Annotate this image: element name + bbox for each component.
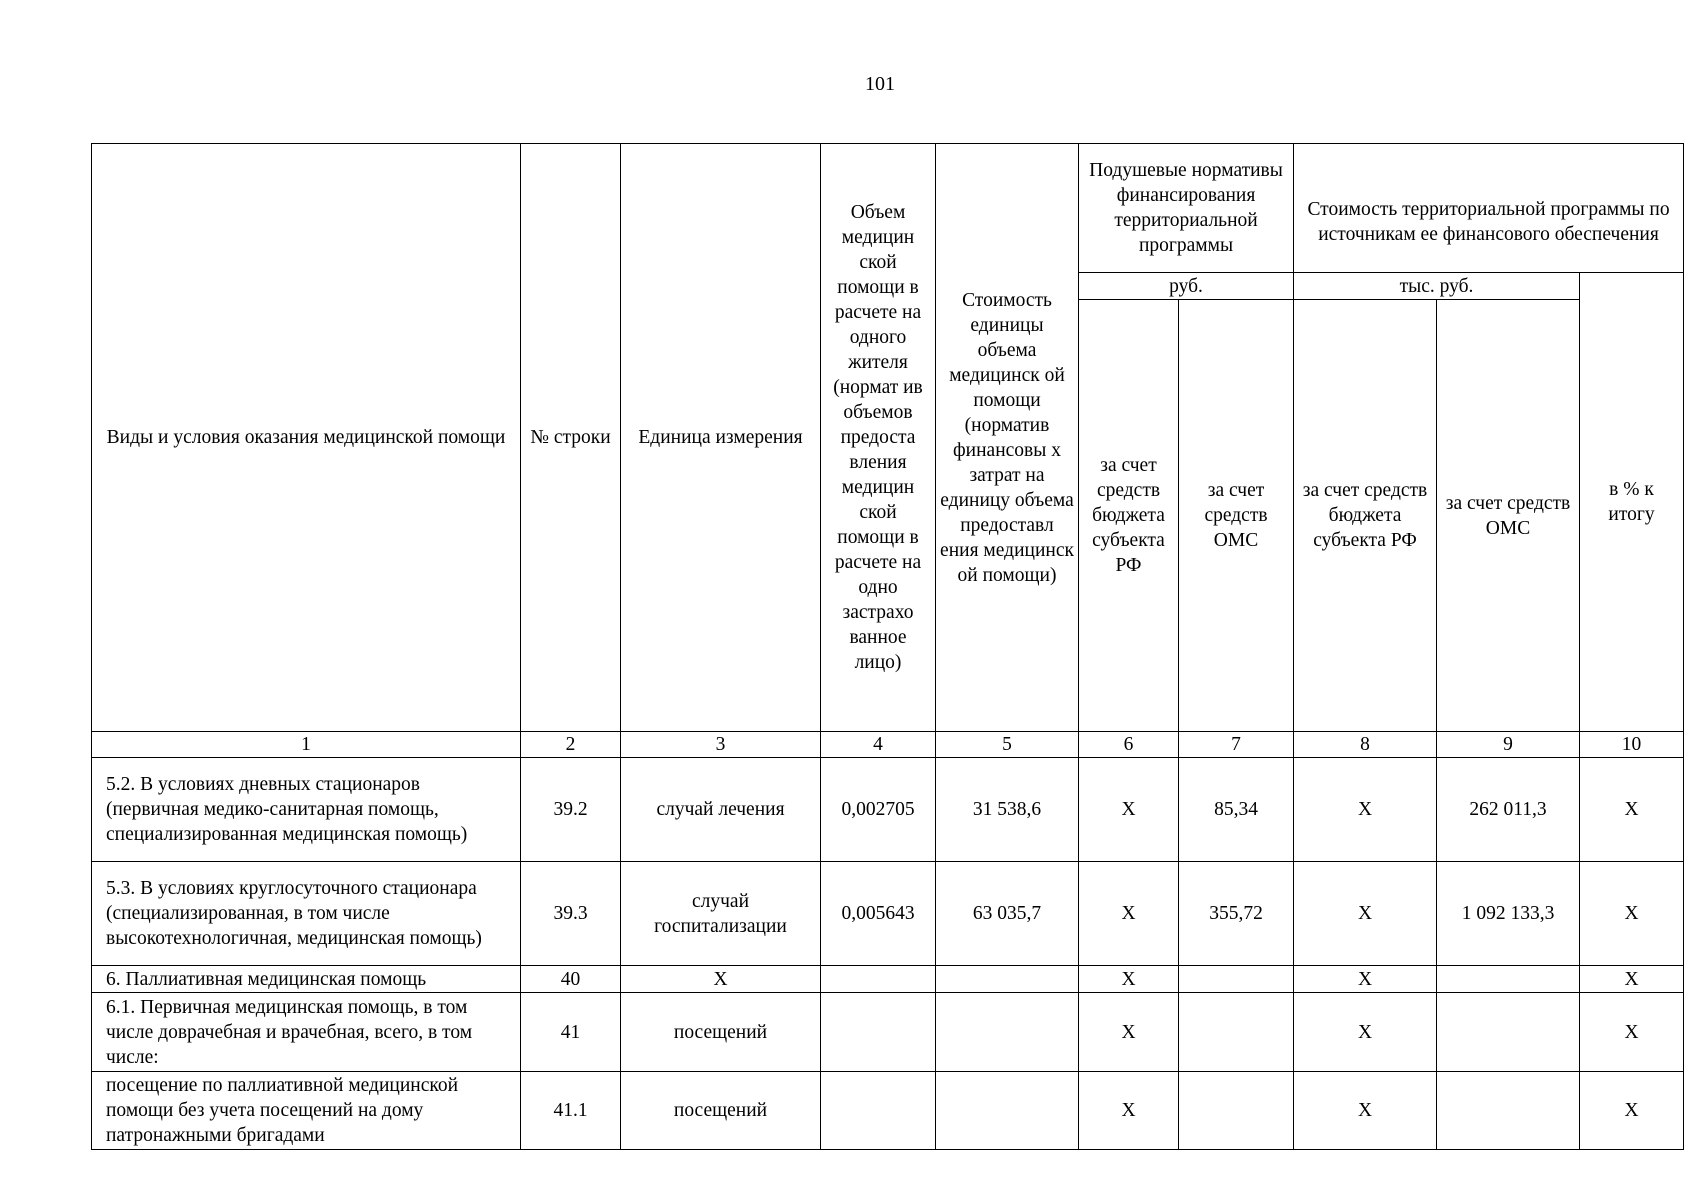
column-number: 10: [1580, 732, 1684, 758]
row-percent: Х: [1580, 758, 1684, 862]
row-unit-cost: [936, 993, 1079, 1072]
row-name: посещение по паллиативной медицинской помощи без учета посещений на дому патронажными бригадами: [92, 1072, 521, 1150]
row-volume: 0,002705: [821, 758, 936, 862]
row-unit-cost: [936, 966, 1079, 993]
column-number: 8: [1294, 732, 1437, 758]
row-unit-cost: 63 035,7: [936, 862, 1079, 966]
column-number: 5: [936, 732, 1079, 758]
row-volume: [821, 993, 936, 1072]
row-per-capita-oms: 355,72: [1179, 862, 1294, 966]
header-per-capita-budget: за счет средств бюджета субъекта РФ: [1079, 300, 1179, 732]
row-cost-oms: [1437, 966, 1580, 993]
table-row: [92, 758, 1684, 862]
row-per-capita-oms: [1179, 993, 1294, 1072]
row-cost-budget: Х: [1294, 966, 1437, 993]
row-volume: 0,005643: [821, 862, 936, 966]
header-unit-thousand-rub: тыс. руб.: [1294, 273, 1580, 300]
row-line-number: 41: [521, 993, 621, 1072]
row-percent: Х: [1580, 1072, 1684, 1150]
row-name: 6.1. Первичная медицинская помощь, в том числе доврачебная и врачебная, всего, в том числе:: [92, 993, 521, 1072]
header-kind-of-care: Виды и условия оказания медицинской помощи: [92, 144, 521, 732]
row-cost-budget: Х: [1294, 862, 1437, 966]
row-volume: [821, 1072, 936, 1150]
header-cost-budget: за счет средств бюджета субъекта РФ: [1294, 300, 1437, 732]
row-unit: посещений: [621, 993, 821, 1072]
row-unit-cost: 31 538,6: [936, 758, 1079, 862]
column-number: 2: [521, 732, 621, 758]
row-cost-budget: Х: [1294, 993, 1437, 1072]
header-unit-rub: руб.: [1079, 273, 1294, 300]
column-number: 9: [1437, 732, 1580, 758]
header-unit-of-measure: Единица измерения: [621, 144, 821, 732]
column-number: 7: [1179, 732, 1294, 758]
header-volume-per-resident: Объем медицин ской помощи в расчете на одного жителя (нормат ив объемов предоста вления медицин ской помощи в расчете на одно застрахо ванное лицо): [821, 144, 936, 732]
header-per-capita-standards: Подушевые нормативы финансирования территориальной программы: [1079, 144, 1294, 273]
column-number: 6: [1079, 732, 1179, 758]
row-per-capita-budget: Х: [1079, 1072, 1179, 1150]
header-line-number: № строки: [521, 144, 621, 732]
header-unit-cost: Стоимость единицы объема медицинск ой помощи (норматив финансовы х затрат на единицу объема предоставл ения медицинск ой помощи): [936, 144, 1079, 732]
row-per-capita-budget: Х: [1079, 993, 1179, 1072]
column-number: 3: [621, 732, 821, 758]
row-cost-oms: [1437, 1072, 1580, 1150]
row-cost-oms: 1 092 133,3: [1437, 862, 1580, 966]
row-per-capita-budget: Х: [1079, 862, 1179, 966]
row-line-number: 39.3: [521, 862, 621, 966]
column-number: 4: [821, 732, 936, 758]
page-number: 101: [865, 73, 895, 95]
row-per-capita-oms: [1179, 966, 1294, 993]
row-cost-budget: Х: [1294, 1072, 1437, 1150]
row-per-capita-oms: 85,34: [1179, 758, 1294, 862]
table-row: [92, 862, 1684, 966]
row-volume: [821, 966, 936, 993]
row-unit-cost: [936, 1072, 1079, 1150]
row-cost-oms: [1437, 993, 1580, 1072]
row-name: 5.2. В условиях дневных стационаров (первичная медико-санитарная помощь, специализированная медицинская помощь): [92, 758, 521, 862]
row-cost-oms: 262 011,3: [1437, 758, 1580, 862]
table-row: [92, 993, 1684, 1072]
row-name: 5.3. В условиях круглосуточного стационара (специализированная, в том числе высокотехнологичная, медицинская помощь): [92, 862, 521, 966]
table-row: [92, 966, 1684, 993]
row-percent: Х: [1580, 862, 1684, 966]
row-cost-budget: Х: [1294, 758, 1437, 862]
row-percent: Х: [1580, 993, 1684, 1072]
header-per-capita-oms: за счет средств ОМС: [1179, 300, 1294, 732]
row-unit: Х: [621, 966, 821, 993]
row-per-capita-budget: Х: [1079, 966, 1179, 993]
row-line-number: 41.1: [521, 1072, 621, 1150]
table-row: [92, 1072, 1684, 1150]
row-line-number: 39.2: [521, 758, 621, 862]
row-per-capita-oms: [1179, 1072, 1294, 1150]
row-unit: случай лечения: [621, 758, 821, 862]
header-program-cost: Стоимость территориальной программы по источникам ее финансового обеспечения: [1294, 144, 1684, 273]
column-number: 1: [92, 732, 521, 758]
header-percent-of-total: в % к итогу: [1580, 273, 1684, 732]
header-cost-oms: за счет средств ОМС: [1437, 300, 1580, 732]
row-percent: Х: [1580, 966, 1684, 993]
row-per-capita-budget: Х: [1079, 758, 1179, 862]
row-unit: посещений: [621, 1072, 821, 1150]
row-line-number: 40: [521, 966, 621, 993]
row-unit: случай госпитализации: [621, 862, 821, 966]
row-name: 6. Паллиативная медицинская помощь: [92, 966, 521, 993]
financing-table: [91, 143, 1684, 1150]
